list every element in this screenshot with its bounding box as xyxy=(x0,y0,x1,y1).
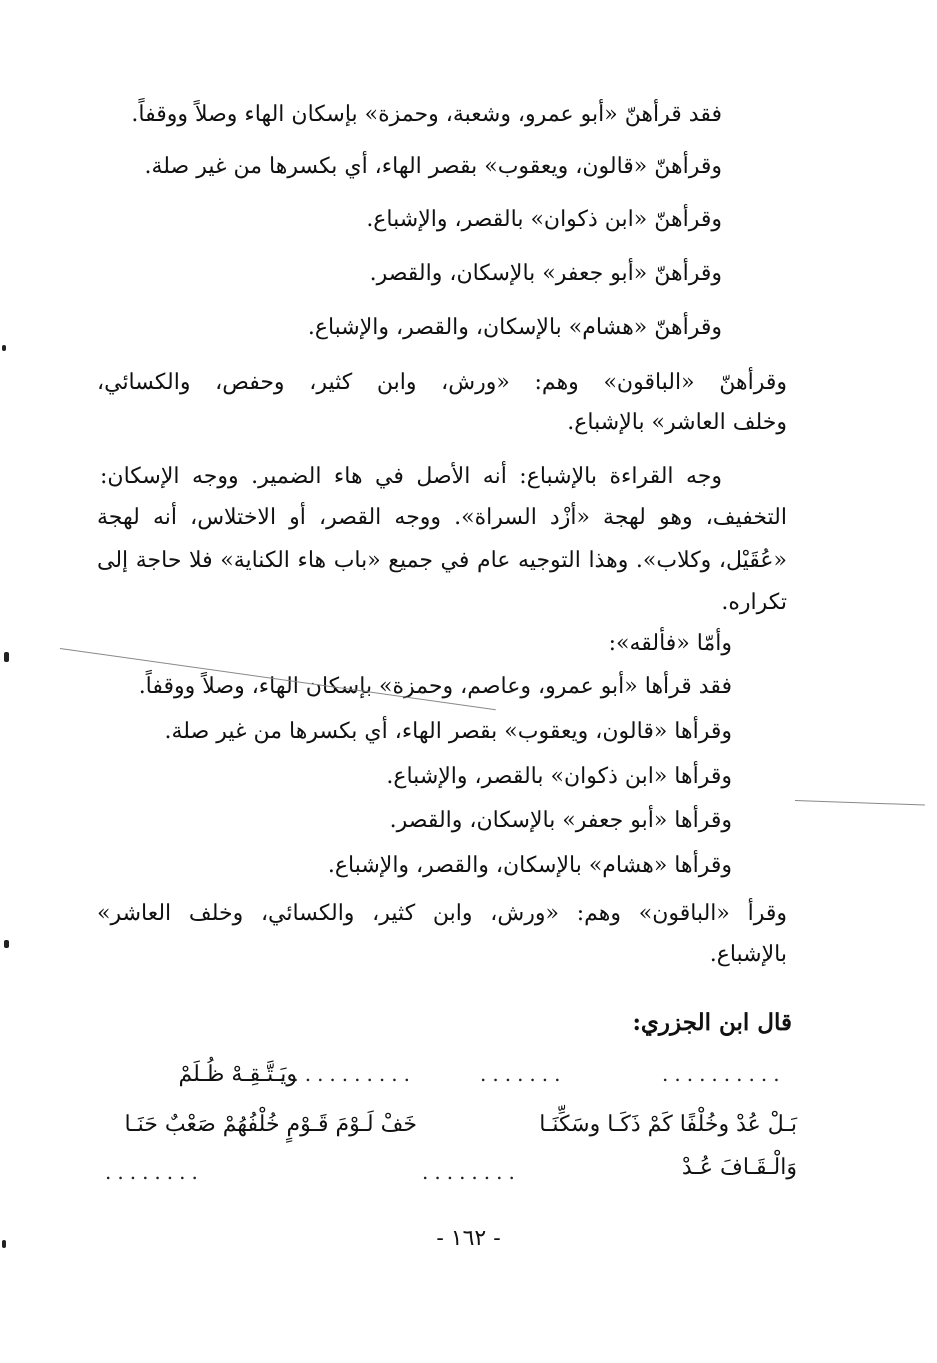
text-line: وقرأهنّ «هشام» بالإسكان، والقصر، والإشباع. xyxy=(307,315,722,340)
text-line: فقد قرأهنّ «أبو عمرو، وشعبة، وحمزة» بإسكان الهاء وصلاً ووقفاً. xyxy=(131,102,722,127)
verse-hemistich-right: بَـلْ عُدْ وخُلْفًا كَمْ ذَكَـا وسَكِّنَـا xyxy=(539,1112,797,1137)
text-line: فقد قرأها «أبو عمرو، وعاصم، وحمزة» بإسكان الهاء، وصلاً ووقفاً. xyxy=(138,674,732,699)
scan-speck xyxy=(4,652,9,662)
page-number: - ١٦٢ - xyxy=(436,1226,501,1251)
scan-speck xyxy=(2,1240,6,1248)
text-line: وقرأها «أبو جعفر» بالإسكان، والقصر. xyxy=(389,808,732,833)
text-line: تكراره. xyxy=(721,590,787,615)
text-line: وقرأها «هشام» بالإسكان، والقصر، والإشباع. xyxy=(327,853,732,878)
text-line: وجه القراءة بالإشباع: أنه الأصل في هاء الضمير. ووجه الإسكان: xyxy=(100,464,722,489)
verse-ellipsis: ........ xyxy=(105,1160,204,1184)
verse-ellipsis: .......... xyxy=(662,1062,786,1086)
verse-hemistich-left: خَفْ لَـوْمَ قَـوْمٍ خُلْفُهُمْ صَعْبٌ حَنَـا xyxy=(124,1112,417,1137)
verse-hemistich-right: وَالْـقَـافَ عُـدْ xyxy=(681,1155,797,1180)
scan-streak xyxy=(795,800,925,806)
text-line: «عُقَيْل، وكلاب». وهذا التوجيه عام في جميع «باب هاء الكناية» فلا حاجة إلى xyxy=(97,548,787,573)
text-line: وقرأهنّ «ابن ذكوان» بالقصر، والإشباع. xyxy=(366,207,722,232)
verse-ellipsis: ........ xyxy=(422,1160,521,1184)
text-line: التخفيف، وهو لهجة «أزْد السراة». ووجه القصر، أو الاختلاس، أنه لهجة xyxy=(97,505,787,530)
text-line: وأمّا «فألقه»: xyxy=(608,631,732,656)
text-line: بالإشباع. xyxy=(709,942,787,967)
poem-heading: قال ابن الجزري: xyxy=(632,1009,792,1036)
verse-text: ويَـتَّـقِـهْ ظُـلَمْ xyxy=(178,1062,297,1087)
verse-ellipsis: ....... xyxy=(480,1062,567,1086)
text-line: وقرأهنّ «الباقون» وهم: «ورش، وابن كثير، وحفص، والكسائي، xyxy=(97,370,787,395)
text-line: وقرأها «ابن ذكوان» بالقصر، والإشباع. xyxy=(386,764,732,789)
text-line: وقرأ «الباقون» وهم: «ورش، وابن كثير، والكسائي، وخلف العاشر» xyxy=(97,901,787,926)
text-line: وقرأها «قالون، ويعقوب» بقصر الهاء، أي بكسرها من غير صلة. xyxy=(164,719,732,744)
text-line: وقرأهنّ «قالون، ويعقوب» بقصر الهاء، أي بكسرها من غير صلة. xyxy=(144,154,722,179)
scan-speck xyxy=(2,345,6,351)
text-line: وقرأهنّ «أبو جعفر» بالإسكان، والقصر. xyxy=(369,261,722,286)
verse-ellipsis: ........... xyxy=(280,1062,416,1086)
text-line: وخلف العاشر» بالإشباع. xyxy=(567,410,787,435)
scan-speck xyxy=(4,940,9,948)
